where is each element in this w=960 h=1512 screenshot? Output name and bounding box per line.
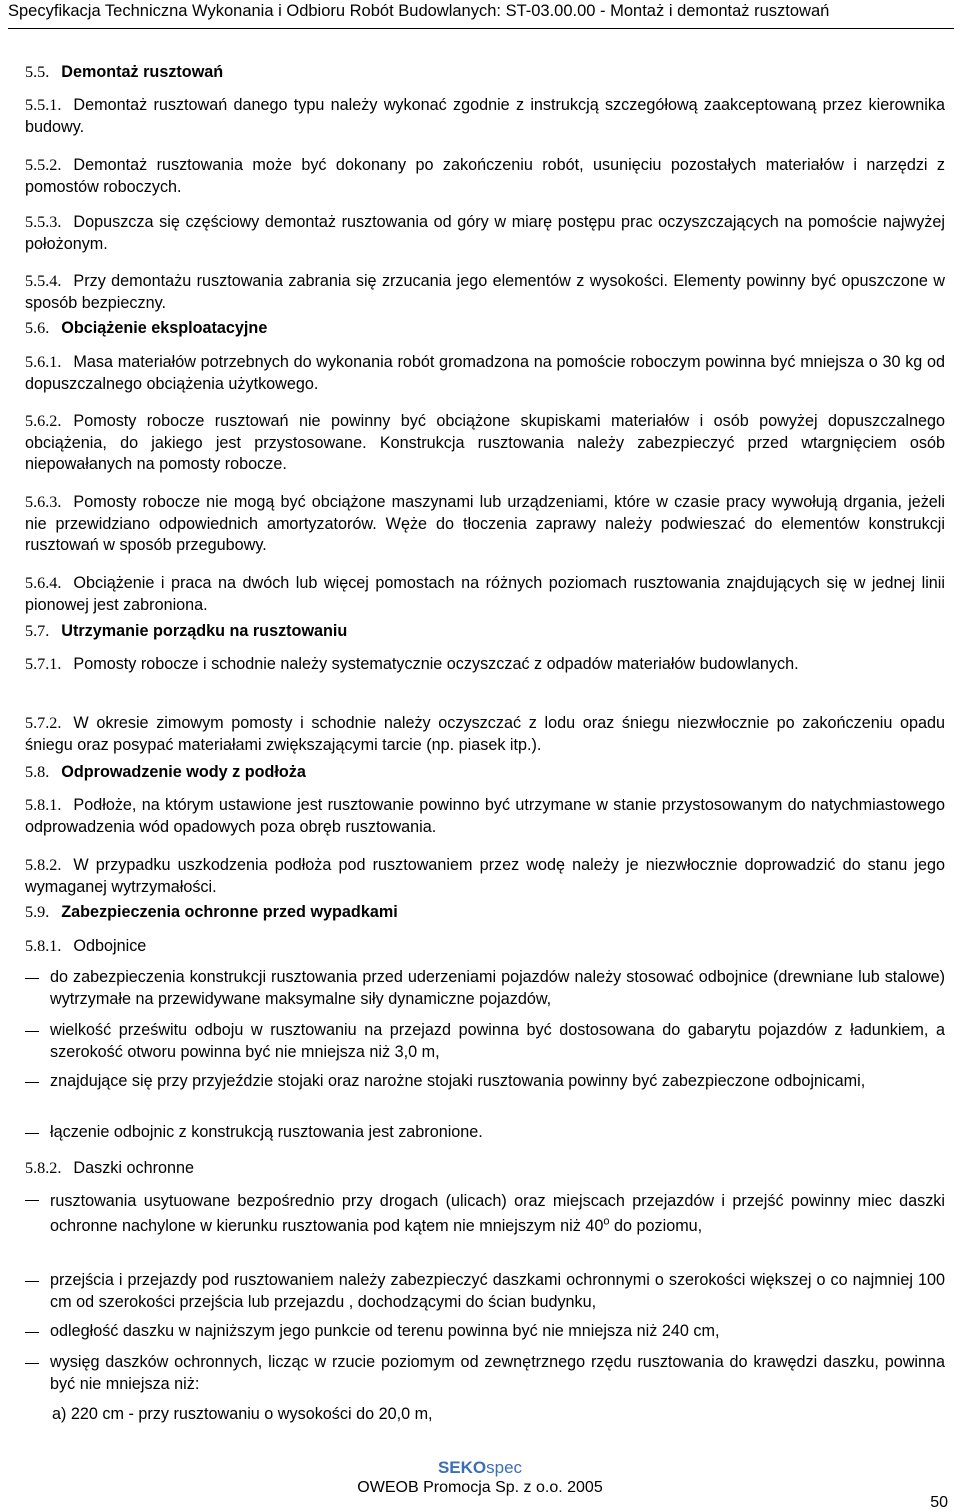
paragraph-text: Dopuszcza się częściowy demontaż rusztowania od góry w miarę postępu prac oczyszczających na pomoście najwyżej położonym. — [25, 213, 945, 253]
footer-organization: OWEOB Promocja Sp. z o.o. 2005 — [357, 1479, 603, 1496]
paragraph-5-5-1 — [25, 95, 945, 138]
section-title: Daszki ochronne — [73, 1159, 194, 1177]
section-number: 5.7. — [25, 622, 50, 640]
paragraph-5-5-2 — [25, 155, 945, 198]
paragraph-5-7-2 — [25, 713, 945, 756]
paragraph-text: W przypadku uszkodzenia podłoża pod rusztowaniem przez wodę należy je niezwłocznie doprowadzić do stanu jego wymaganej wytrzymałości. — [25, 856, 945, 896]
sekospec-logo — [0, 1458, 960, 1478]
section-number: 5.8. — [25, 763, 50, 781]
paragraph-number: 5.5.4. — [25, 272, 62, 290]
section-title: Utrzymanie porządku na rusztowaniu — [61, 622, 348, 640]
section-number: 5.6. — [25, 319, 50, 337]
paragraph-text: Pomosty robocze nie mogą być obciążone maszynami lub urządzeniami, które w czasie pracy wywołują drgania, jeżeli nie przewidziano odpowiednich amortyzatorów. Węże do tłoczenia zaprawy należy podwieszać do elementów konstrukcji rusztowań w sposób przegubowy. — [25, 493, 945, 554]
dash-bullet — [25, 1133, 39, 1134]
degree-superscript: o — [603, 1215, 610, 1228]
subsection-daszki-heading — [25, 1158, 945, 1180]
paragraph-text: Demontaż rusztowania może być dokonany po zakończeniu robót, usunięciu pozostałych materiałów i narzędzi z pomostów roboczych. — [25, 156, 945, 196]
paragraph-5-8-1 — [25, 795, 945, 838]
list-item-text: znajdujące się przy przyjeździe stojaki oraz narożne stojaki rusztowania powinny być zabezpieczone odbojnicami, — [50, 1072, 866, 1090]
paragraph-5-6-1 — [25, 352, 945, 395]
paragraph-number: 5.7.1. — [25, 655, 62, 673]
section-title: Odbojnice — [73, 937, 147, 955]
document-header: Specyfikacja Techniczna Wykonania i Odbioru Robót Budowlanych: ST-03.00.00 - Montaż i demontaż rusztowań — [8, 2, 830, 20]
paragraph-text: Masa materiałów potrzebnych do wykonania robót gromadzona na pomoście roboczym powinna być mniejsza o 30 kg od dopuszczalnego obciążenia użytkowego. — [25, 353, 945, 393]
list-item-text: wysięg daszków ochronnych, licząc w rzucie poziomym od zewnętrznego rzędu rusztowania do krawędzi daszku, powinna być nie mniejsza niż: — [50, 1353, 945, 1393]
paragraph-5-6-3 — [25, 492, 945, 557]
section-title: Zabezpieczenia ochronne przed wypadkami — [61, 903, 398, 921]
paragraph-text: Przy demontażu rusztowania zabrania się zrzucania jego elementów z wysokości. Elementy powinny być opuszczone w sposób bezpieczny. — [25, 272, 945, 312]
dash-bullet — [25, 1082, 39, 1083]
paragraph-5-5-4 — [25, 271, 945, 314]
paragraph-number: 5.5.3. — [25, 213, 62, 231]
paragraph-number: 5.8.2. — [25, 856, 62, 874]
paragraph-number: 5.6.4. — [25, 574, 62, 592]
paragraph-number: 5.6.3. — [25, 493, 62, 511]
dash-bullet — [25, 1031, 39, 1032]
paragraph-text: W okresie zimowym pomosty i schodnie należy oczyszczać z lodu oraz śniegu niezwłocznie po zakończeniu opadu śniegu oraz posypać materiałami zwiększającymi tarcie (np. piasek itp.). — [25, 714, 945, 754]
section-5-5-heading — [25, 62, 945, 84]
header-rule — [8, 28, 954, 29]
sub-list-item-a: a) 220 cm - przy rusztowaniu o wysokości do 20,0 m, — [52, 1405, 433, 1423]
list-item — [25, 967, 945, 1010]
subsection-odbojnice-heading — [25, 936, 945, 958]
list-item — [25, 1071, 945, 1093]
paragraph-number: 5.5.2. — [25, 156, 62, 174]
paragraph-5-6-2 — [25, 411, 945, 476]
list-item-text: wielkość prześwitu odboju w rusztowaniu na przejazd powinna być dostosowana do gabarytu pojazdów z ładunkiem, a szerokość otworu powinna być nie mniejsza niż 3,0 m, — [50, 1021, 945, 1061]
logo-spec-text: spec — [486, 1458, 523, 1477]
list-item — [25, 1122, 945, 1144]
list-item — [25, 1352, 945, 1395]
list-item-text: do zabezpieczenia konstrukcji rusztowania przed uderzeniami pojazdów należy stosować odbojnice (drewniane lub stalowe) wytrzymałe na przewidywane maksymalne siły dynamiczne pojazdów, — [50, 968, 945, 1008]
logo-seko-text: SEKO — [437, 1458, 487, 1477]
dash-bullet — [25, 1332, 39, 1333]
dash-bullet — [25, 1363, 39, 1364]
paragraph-text: Demontaż rusztowań danego typu należy wykonać zgodnie z instrukcją szczegółową zaakceptowaną przez kierownika budowy. — [25, 96, 945, 136]
dash-bullet — [25, 1200, 39, 1201]
paragraph-number: 5.8.1. — [25, 796, 62, 814]
paragraph-number: 5.6.2. — [25, 412, 62, 430]
list-item-text — [50, 1189, 945, 1239]
paragraph-text: Podłoże, na którym ustawione jest rusztowanie powinno być utrzymane w stanie przystosowanym do natychmiastowego odprowadzenia wód opadowych poza obręb rusztowania. — [25, 796, 945, 836]
dash-bullet — [25, 1281, 39, 1282]
paragraph-text: Pomosty robocze i schodnie należy systematycznie oczyszczać z odpadów materiałów budowlanych. — [73, 655, 799, 673]
dash-bullet — [25, 978, 39, 979]
section-number: 5.8.2. — [25, 1159, 62, 1177]
section-number: 5.8.1. — [25, 937, 62, 955]
section-number: 5.5. — [25, 63, 50, 81]
section-5-7-heading — [25, 621, 945, 643]
paragraph-text: Pomosty robocze rusztowań nie powinny być obciążone skupiskami materiałów i osób powyżej dopuszczalnego obciążenia, do jakiego jest przystosowane. Konstrukcja rusztowania należy zabezpieczyć przed wtargnięciem osób niepowałanych na pomosty robocze. — [25, 412, 945, 473]
list-item-text: przejścia i przejazdy pod rusztowaniem należy zabezpieczyć daszkami ochronnymi o szerokości większej o co najmniej 100 cm od szerokości przejścia lub przejazdu , dochodzącymi do ścian budynku, — [50, 1271, 945, 1311]
paragraph-number: 5.6.1. — [25, 353, 62, 371]
section-5-9-heading — [25, 902, 945, 924]
list-item — [25, 1189, 945, 1239]
paragraph-number: 5.7.2. — [25, 714, 62, 732]
section-title: Obciążenie eksploatacyjne — [61, 319, 268, 337]
section-5-8-heading — [25, 762, 945, 784]
paragraph-number: 5.5.1. — [25, 96, 62, 114]
list-item — [25, 1321, 945, 1343]
section-title: Demontaż rusztowań — [61, 63, 224, 81]
list-item-text: łączenie odbojnic z konstrukcją rusztowania jest zabronione. — [50, 1123, 483, 1141]
page-number: 50 — [930, 1494, 948, 1511]
paragraph-5-8-2 — [25, 855, 945, 898]
section-5-6-heading — [25, 318, 945, 340]
section-number: 5.9. — [25, 903, 50, 921]
list-item-text: odległość daszku w najniższym jego punkcie od terenu powinna być nie mniejsza niż 240 cm, — [50, 1322, 720, 1340]
paragraph-text: Obciążenie i praca na dwóch lub więcej pomostach na różnych poziomach rusztowania znajdujących się w jednej linii pionowej jest zabroniona. — [25, 574, 945, 614]
paragraph-5-5-3 — [25, 212, 945, 255]
list-item-text-part: do poziomu, — [609, 1217, 703, 1235]
paragraph-5-6-4 — [25, 573, 945, 616]
list-item — [25, 1270, 945, 1313]
section-title: Odprowadzenie wody z podłoża — [61, 763, 306, 781]
paragraph-5-7-1 — [25, 654, 945, 676]
list-item — [25, 1020, 945, 1063]
list-item-text-part: rusztowania usytuowane bezpośrednio przy drogach (ulicach) oraz miejscach przejazdów i przejść powinny miec daszki ochronne nachylone w kierunku rusztowania pod kątem nie mniejszym niż 40 — [50, 1192, 945, 1235]
